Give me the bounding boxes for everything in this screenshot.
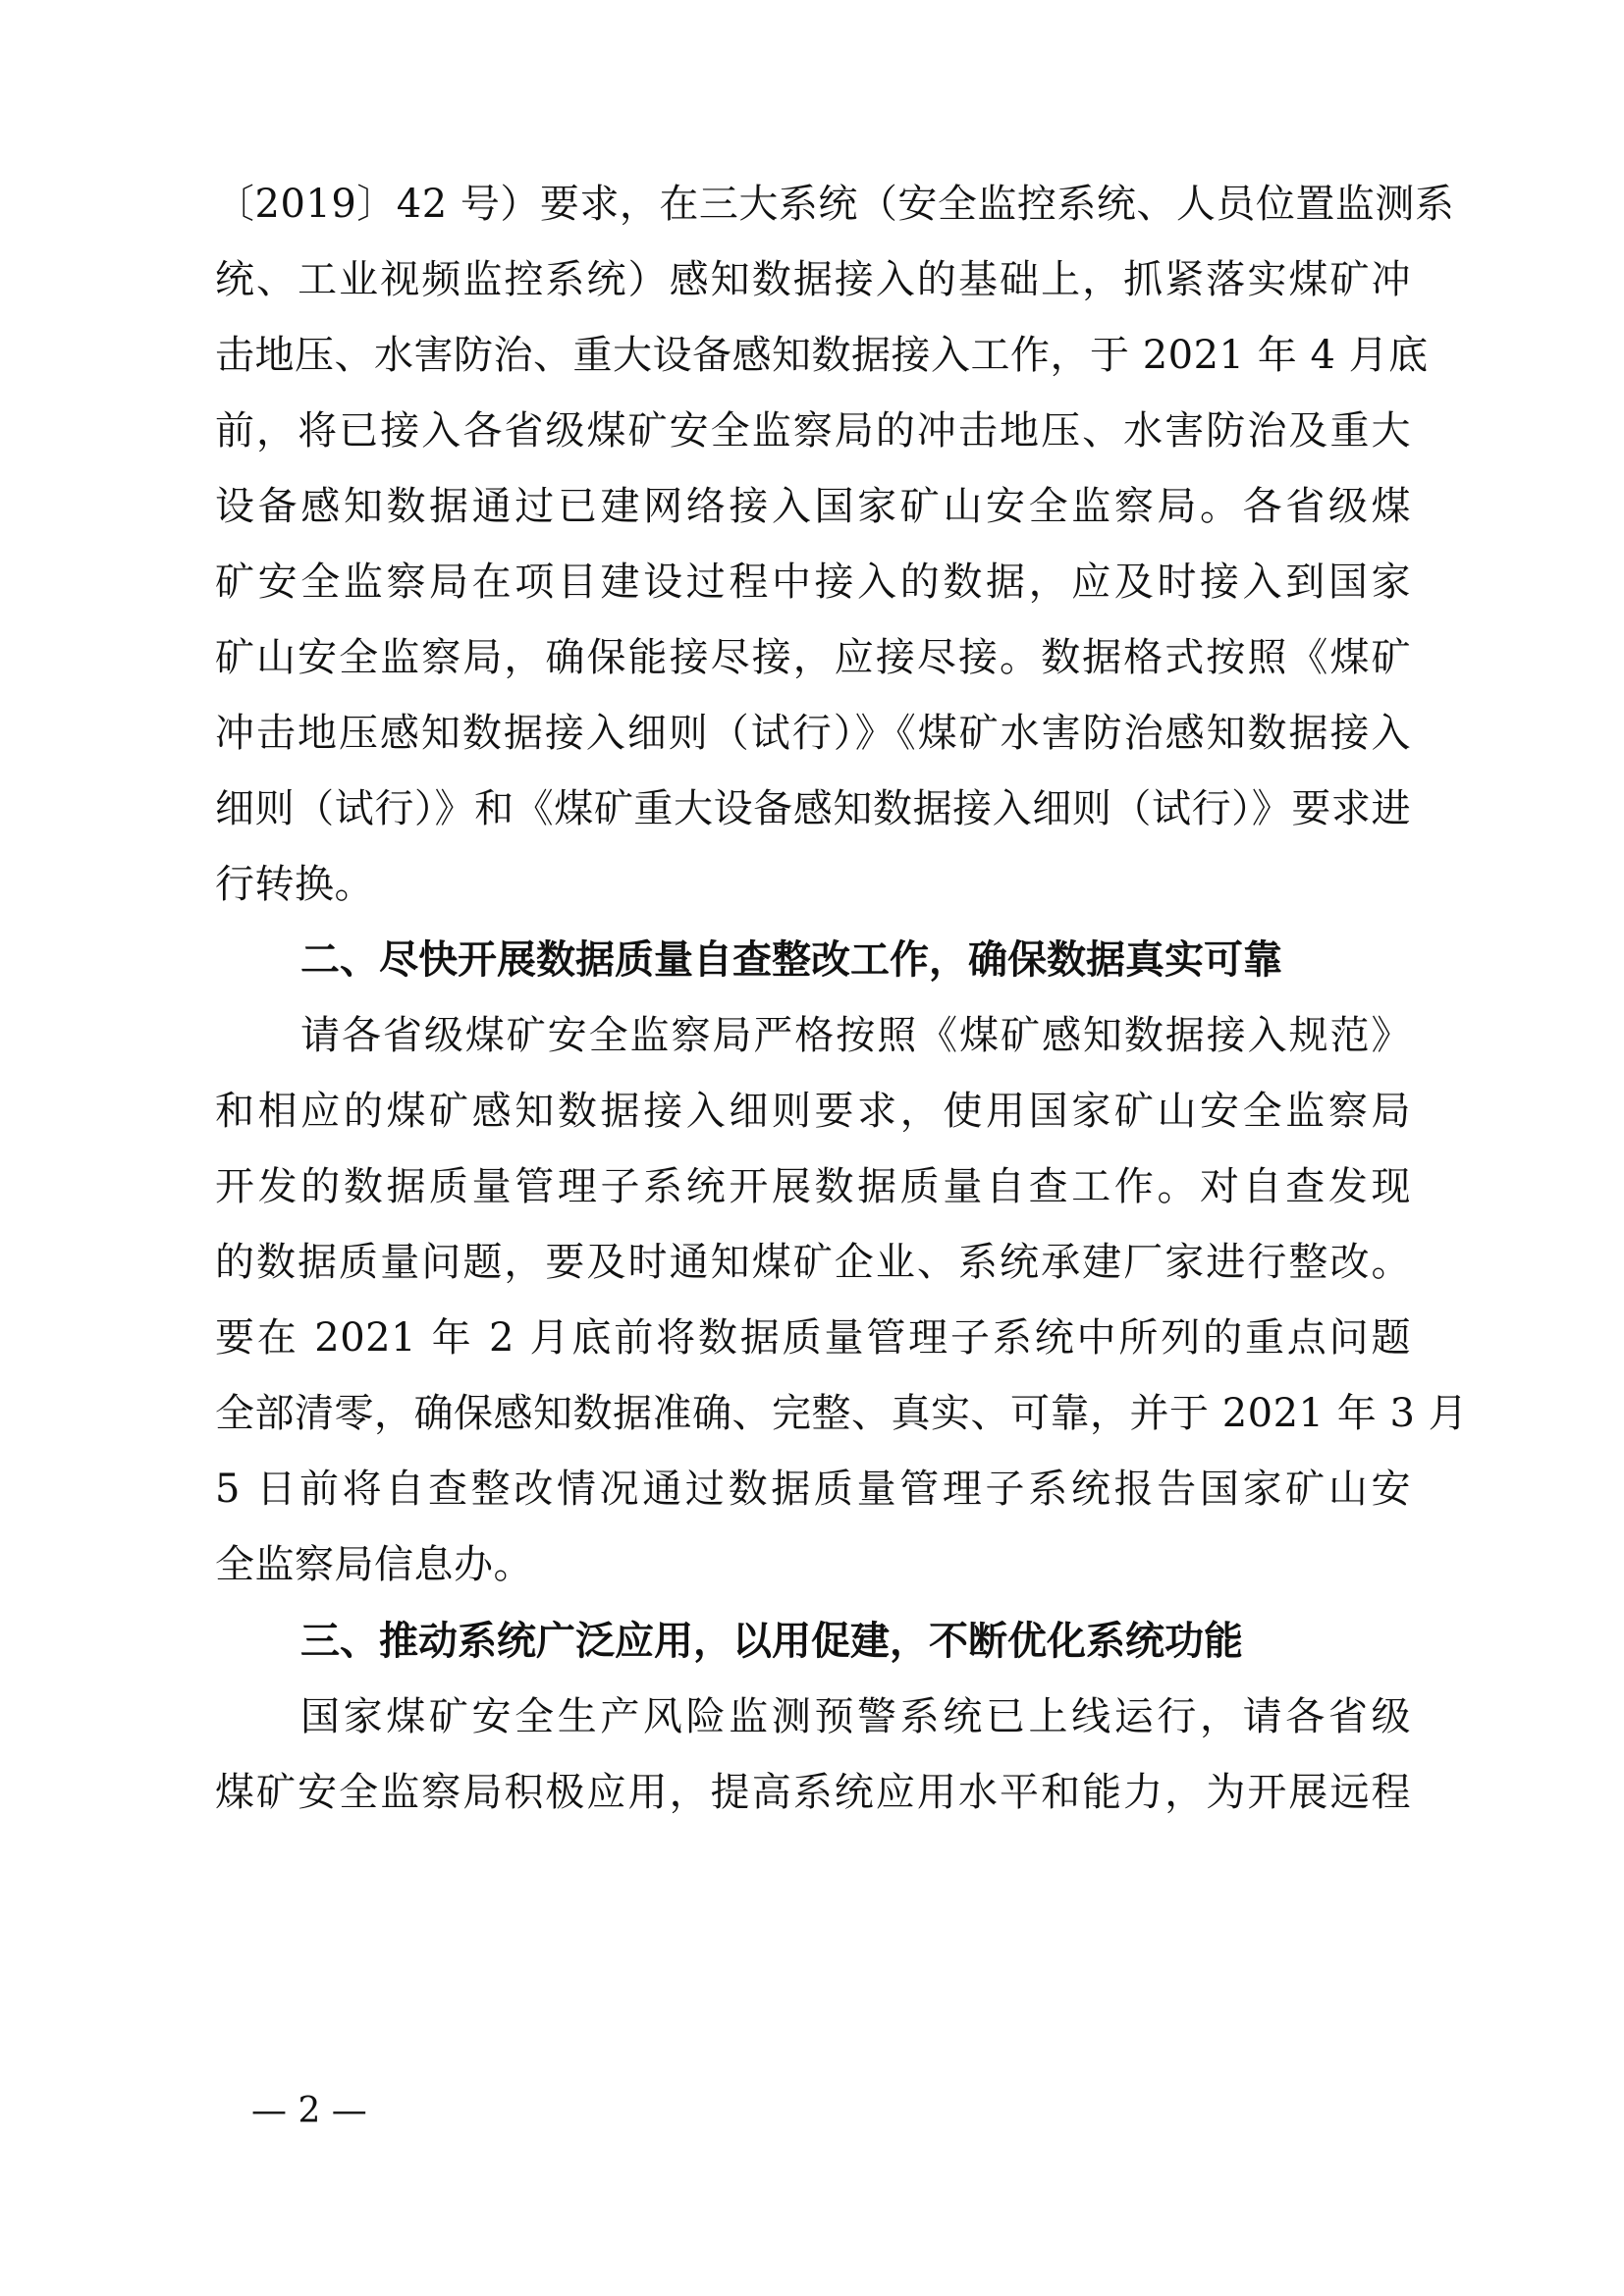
paragraph-line: 设备感知数据通过已建网络接入国家矿山安全监察局。各省级煤: [215, 484, 1411, 529]
paragraph-line: 国家煤矿安全生产风险监测预警系统已上线运行，请各省级: [300, 1694, 1411, 1739]
paragraph-line: 矿山安全监察局，确保能接尽接，应接尽接。数据格式按照《煤矿: [215, 635, 1411, 680]
paragraph-line: 统、工业视频监控系统）感知数据接入的基础上，抓紧落实煤矿冲: [215, 257, 1411, 302]
paragraph-line: 全监察局信息办。: [215, 1542, 533, 1587]
paragraph-line: 开发的数据质量管理子系统开展数据质量自查工作。对自查发现: [215, 1164, 1411, 1209]
paragraph-line: 细则（试行）》和《煤矿重大设备感知数据接入细则（试行）》要求进: [215, 786, 1411, 831]
paragraph-line: 击地压、水害防治、重大设备感知数据接入工作，于 2021 年 4 月底: [215, 333, 1429, 378]
paragraph-line: 〔2019〕42 号）要求，在三大系统（安全监控系统、人员位置监测系: [215, 182, 1455, 227]
section-heading: 三、推动系统广泛应用，以用促建，不断优化系统功能: [300, 1619, 1243, 1664]
section-heading: 二、尽快开展数据质量自查整改工作，确保数据真实可靠: [300, 937, 1282, 983]
paragraph-line: 和相应的煤矿感知数据接入细则要求，使用国家矿山安全监察局: [215, 1089, 1411, 1134]
paragraph-line: 5 日前将自查整改情况通过数据质量管理子系统报告国家矿山安: [215, 1467, 1411, 1512]
paragraph-line: 矿安全监察局在项目建设过程中接入的数据，应及时接入到国家: [215, 560, 1411, 605]
paragraph-line: 要在 2021 年 2 月底前将数据质量管理子系统中所列的重点问题: [215, 1315, 1411, 1361]
paragraph-line: 前，将已接入各省级煤矿安全监察局的冲击地压、水害防治及重大: [215, 408, 1411, 454]
paragraph-line: 冲击地压感知数据接入细则（试行）》《煤矿水害防治感知数据接入: [215, 711, 1411, 756]
paragraph-line: 煤矿安全监察局积极应用，提高系统应用水平和能力，为开展远程: [215, 1770, 1411, 1815]
page-number: — 2 —: [251, 2091, 367, 2131]
paragraph-line: 行转换。: [215, 862, 374, 907]
paragraph-line: 请各省级煤矿安全监察局严格按照《煤矿感知数据接入规范》: [300, 1013, 1411, 1058]
paragraph-line: 的数据质量问题，要及时通知煤矿企业、系统承建厂家进行整改。: [215, 1240, 1411, 1285]
paragraph-line: 全部清零，确保感知数据准确、完整、真实、可靠，并于 2021 年 3 月: [215, 1391, 1469, 1436]
